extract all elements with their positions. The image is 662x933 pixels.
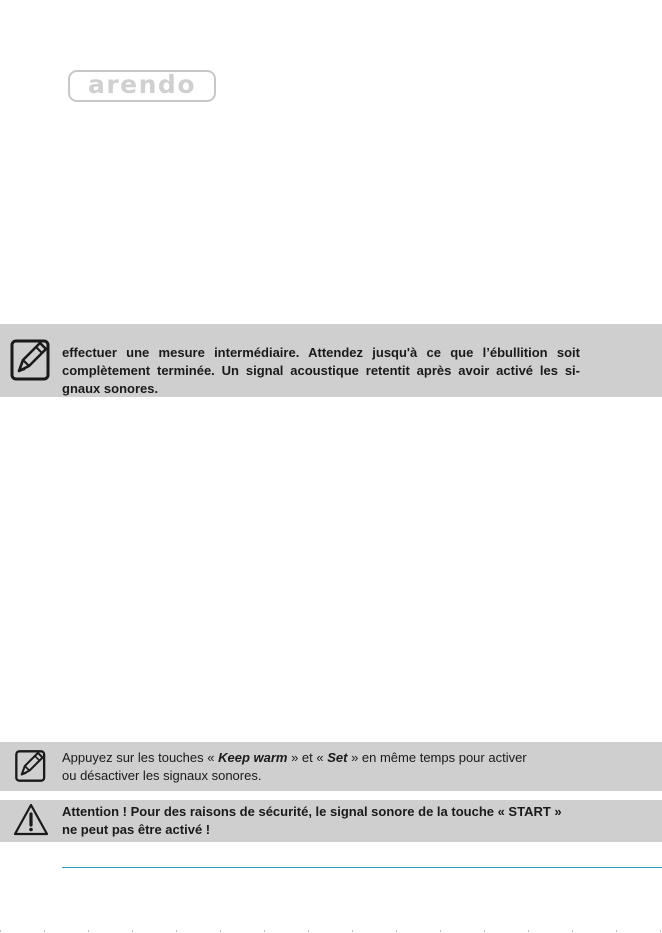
note-line: effectuer une mesure intermédiaire. Attendez jusqu'à ce que l’ébullition soit [62, 345, 580, 360]
info-note-box [0, 324, 662, 397]
footer-divider [62, 867, 662, 868]
note-line: ne peut pas être activé ! [62, 822, 211, 837]
note-line: ou désactiver les signaux sonores. [62, 768, 262, 783]
note-text [62, 803, 582, 839]
note-text-part: » en même temps pour activer [347, 750, 527, 765]
note-pen-icon [14, 749, 48, 783]
note-text-part: Appuyez sur les touches « [62, 750, 219, 765]
bottom-dotted-border [0, 930, 662, 932]
note-line [62, 749, 572, 767]
note-line: gnaux sonores. [62, 381, 159, 396]
note-pen-icon [10, 338, 52, 382]
note-line: Attention ! Pour des raisons de sécurité, le signal sonore de la touche « START » [62, 804, 562, 819]
set-key-label: Set [327, 750, 348, 765]
warning-note-box [0, 800, 662, 842]
note-line: complètement terminée. Un signal acoustique retentit après avoir activé les si- [62, 363, 580, 378]
keep-warm-key-label: Keep warm [218, 750, 288, 765]
arendo-logo: arendo [68, 70, 216, 102]
warning-triangle-icon [12, 802, 50, 838]
note-text [62, 344, 580, 398]
note-text [62, 749, 572, 785]
note-text-part: » et « [287, 750, 328, 765]
tip-note-box [0, 742, 662, 791]
